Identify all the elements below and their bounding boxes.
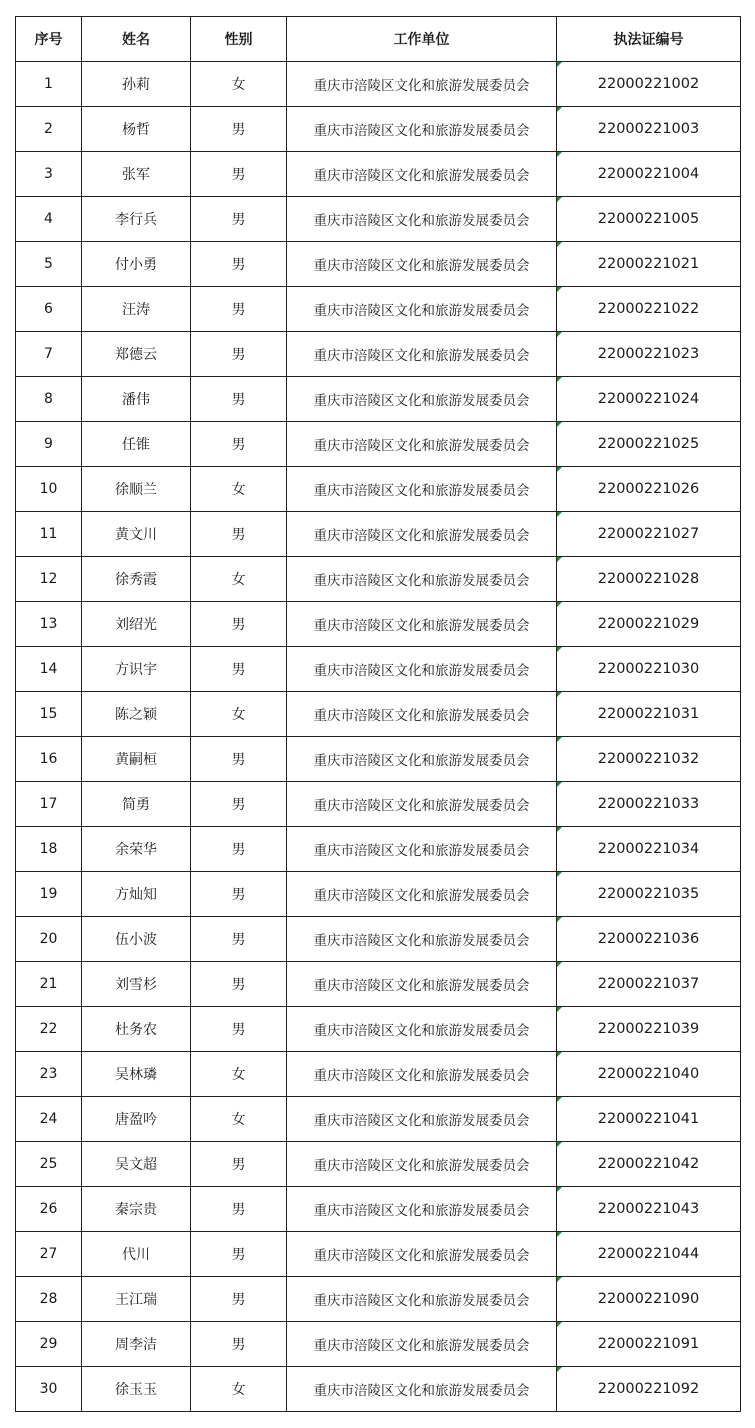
cell-name: 付小勇 — [82, 242, 191, 287]
cell-gender: 男 — [191, 512, 287, 557]
table-row — [16, 287, 741, 332]
cell-unit: 重庆市涪陵区文化和旅游发展委员会 — [287, 107, 557, 152]
cell-gender: 女 — [191, 1367, 287, 1412]
table-row — [16, 602, 741, 647]
cell-gender: 男 — [191, 782, 287, 827]
cell-gender: 女 — [191, 467, 287, 512]
cell-gender: 男 — [191, 602, 287, 647]
cell-gender: 女 — [191, 692, 287, 737]
cell-unit: 重庆市涪陵区文化和旅游发展委员会 — [287, 422, 557, 467]
cell-cert: 22000221091 — [557, 1322, 741, 1367]
cell-seq: 27 — [16, 1232, 82, 1277]
cell-seq: 7 — [16, 332, 82, 377]
enforcement-officer-table — [15, 16, 741, 1412]
cell-cert: 22000221036 — [557, 917, 741, 962]
table-row — [16, 557, 741, 602]
table-row — [16, 1052, 741, 1097]
cell-cert: 22000221092 — [557, 1367, 741, 1412]
cell-name: 伍小波 — [82, 917, 191, 962]
cell-name: 吴文超 — [82, 1142, 191, 1187]
cell-seq: 4 — [16, 197, 82, 242]
cell-gender: 男 — [191, 737, 287, 782]
cell-unit: 重庆市涪陵区文化和旅游发展委员会 — [287, 152, 557, 197]
table-row — [16, 917, 741, 962]
cell-name: 孙莉 — [82, 62, 191, 107]
cell-gender: 女 — [191, 62, 287, 107]
cell-unit: 重庆市涪陵区文化和旅游发展委员会 — [287, 872, 557, 917]
cell-cert: 22000221037 — [557, 962, 741, 1007]
cell-name: 秦宗贵 — [82, 1187, 191, 1232]
table-row — [16, 1007, 741, 1052]
cell-gender: 男 — [191, 827, 287, 872]
cell-seq: 1 — [16, 62, 82, 107]
cell-cert: 22000221031 — [557, 692, 741, 737]
cell-name: 张军 — [82, 152, 191, 197]
table-row — [16, 647, 741, 692]
cell-seq: 6 — [16, 287, 82, 332]
cell-name: 任锥 — [82, 422, 191, 467]
cell-name: 徐秀霞 — [82, 557, 191, 602]
cell-cert: 22000221035 — [557, 872, 741, 917]
table-row — [16, 152, 741, 197]
table-header — [16, 17, 741, 62]
cell-unit: 重庆市涪陵区文化和旅游发展委员会 — [287, 332, 557, 377]
cell-cert: 22000221042 — [557, 1142, 741, 1187]
table-row — [16, 1142, 741, 1187]
table-row — [16, 737, 741, 782]
cell-cert: 22000221002 — [557, 62, 741, 107]
table-row — [16, 1322, 741, 1367]
cell-unit: 重庆市涪陵区文化和旅游发展委员会 — [287, 512, 557, 557]
cell-gender: 男 — [191, 197, 287, 242]
header-cert: 执法证编号 — [557, 17, 741, 62]
table-row — [16, 197, 741, 242]
cell-name: 吴林璘 — [82, 1052, 191, 1097]
cell-unit: 重庆市涪陵区文化和旅游发展委员会 — [287, 1187, 557, 1232]
cell-cert: 22000221030 — [557, 647, 741, 692]
table-row — [16, 512, 741, 557]
cell-seq: 12 — [16, 557, 82, 602]
cell-name: 潘伟 — [82, 377, 191, 422]
cell-seq: 18 — [16, 827, 82, 872]
cell-gender: 男 — [191, 152, 287, 197]
cell-cert: 22000221028 — [557, 557, 741, 602]
cell-seq: 14 — [16, 647, 82, 692]
cell-unit: 重庆市涪陵区文化和旅游发展委员会 — [287, 647, 557, 692]
cell-seq: 5 — [16, 242, 82, 287]
cell-seq: 30 — [16, 1367, 82, 1412]
cell-gender: 女 — [191, 1052, 287, 1097]
header-row — [16, 17, 741, 62]
cell-unit: 重庆市涪陵区文化和旅游发展委员会 — [287, 242, 557, 287]
cell-cert: 22000221004 — [557, 152, 741, 197]
cell-seq: 20 — [16, 917, 82, 962]
cell-cert: 22000221005 — [557, 197, 741, 242]
header-unit: 工作单位 — [287, 17, 557, 62]
cell-gender: 男 — [191, 1277, 287, 1322]
cell-unit: 重庆市涪陵区文化和旅游发展委员会 — [287, 377, 557, 422]
table-row — [16, 1367, 741, 1412]
cell-seq: 21 — [16, 962, 82, 1007]
cell-seq: 22 — [16, 1007, 82, 1052]
cell-cert: 22000221026 — [557, 467, 741, 512]
cell-cert: 22000221022 — [557, 287, 741, 332]
cell-cert: 22000221044 — [557, 1232, 741, 1277]
cell-gender: 男 — [191, 1007, 287, 1052]
table-row — [16, 377, 741, 422]
cell-name: 黄文川 — [82, 512, 191, 557]
cell-name: 刘绍光 — [82, 602, 191, 647]
cell-cert: 22000221043 — [557, 1187, 741, 1232]
cell-seq: 19 — [16, 872, 82, 917]
cell-name: 方识宇 — [82, 647, 191, 692]
cell-unit: 重庆市涪陵区文化和旅游发展委员会 — [287, 1367, 557, 1412]
cell-name: 刘雪杉 — [82, 962, 191, 1007]
header-seq: 序号 — [16, 17, 82, 62]
cell-cert: 22000221040 — [557, 1052, 741, 1097]
table-body — [16, 62, 741, 1412]
cell-seq: 25 — [16, 1142, 82, 1187]
cell-name: 李行兵 — [82, 197, 191, 242]
cell-name: 陈之颖 — [82, 692, 191, 737]
cell-unit: 重庆市涪陵区文化和旅游发展委员会 — [287, 737, 557, 782]
cell-gender: 女 — [191, 557, 287, 602]
cell-seq: 23 — [16, 1052, 82, 1097]
cell-unit: 重庆市涪陵区文化和旅游发展委员会 — [287, 602, 557, 647]
cell-gender: 男 — [191, 872, 287, 917]
table-row — [16, 827, 741, 872]
cell-gender: 男 — [191, 422, 287, 467]
cell-seq: 10 — [16, 467, 82, 512]
cell-unit: 重庆市涪陵区文化和旅游发展委员会 — [287, 917, 557, 962]
table-row — [16, 467, 741, 512]
cell-seq: 3 — [16, 152, 82, 197]
table-row — [16, 782, 741, 827]
cell-seq: 17 — [16, 782, 82, 827]
cell-seq: 2 — [16, 107, 82, 152]
header-gender: 性别 — [191, 17, 287, 62]
cell-gender: 男 — [191, 287, 287, 332]
table-row — [16, 1232, 741, 1277]
cell-seq: 24 — [16, 1097, 82, 1142]
cell-unit: 重庆市涪陵区文化和旅游发展委员会 — [287, 557, 557, 602]
table-row — [16, 242, 741, 287]
cell-name: 王江瑞 — [82, 1277, 191, 1322]
cell-cert: 22000221029 — [557, 602, 741, 647]
cell-name: 方灿知 — [82, 872, 191, 917]
cell-name: 杨哲 — [82, 107, 191, 152]
cell-name: 简勇 — [82, 782, 191, 827]
cell-gender: 男 — [191, 917, 287, 962]
cell-gender: 男 — [191, 332, 287, 377]
table-row — [16, 62, 741, 107]
cell-cert: 22000221032 — [557, 737, 741, 782]
cell-seq: 13 — [16, 602, 82, 647]
table-row — [16, 962, 741, 1007]
cell-unit: 重庆市涪陵区文化和旅游发展委员会 — [287, 692, 557, 737]
cell-name: 余荣华 — [82, 827, 191, 872]
cell-cert: 22000221021 — [557, 242, 741, 287]
cell-cert: 22000221090 — [557, 1277, 741, 1322]
cell-unit: 重庆市涪陵区文化和旅游发展委员会 — [287, 1142, 557, 1187]
table-row — [16, 107, 741, 152]
cell-seq: 9 — [16, 422, 82, 467]
cell-seq: 26 — [16, 1187, 82, 1232]
cell-gender: 男 — [191, 1142, 287, 1187]
cell-seq: 11 — [16, 512, 82, 557]
cell-gender: 男 — [191, 1232, 287, 1277]
cell-unit: 重庆市涪陵区文化和旅游发展委员会 — [287, 1277, 557, 1322]
table-row — [16, 332, 741, 377]
cell-seq: 8 — [16, 377, 82, 422]
cell-unit: 重庆市涪陵区文化和旅游发展委员会 — [287, 467, 557, 512]
cell-unit: 重庆市涪陵区文化和旅游发展委员会 — [287, 1097, 557, 1142]
cell-gender: 男 — [191, 1322, 287, 1367]
cell-cert: 22000221003 — [557, 107, 741, 152]
cell-cert: 22000221039 — [557, 1007, 741, 1052]
cell-gender: 男 — [191, 242, 287, 287]
cell-cert: 22000221025 — [557, 422, 741, 467]
cell-seq: 28 — [16, 1277, 82, 1322]
cell-unit: 重庆市涪陵区文化和旅游发展委员会 — [287, 287, 557, 332]
cell-unit: 重庆市涪陵区文化和旅游发展委员会 — [287, 62, 557, 107]
cell-cert: 22000221041 — [557, 1097, 741, 1142]
cell-unit: 重庆市涪陵区文化和旅游发展委员会 — [287, 827, 557, 872]
header-name: 姓名 — [82, 17, 191, 62]
cell-unit: 重庆市涪陵区文化和旅游发展委员会 — [287, 1052, 557, 1097]
cell-name: 徐玉玉 — [82, 1367, 191, 1412]
cell-name: 唐盈吟 — [82, 1097, 191, 1142]
cell-unit: 重庆市涪陵区文化和旅游发展委员会 — [287, 1322, 557, 1367]
cell-cert: 22000221024 — [557, 377, 741, 422]
cell-name: 周李洁 — [82, 1322, 191, 1367]
cell-unit: 重庆市涪陵区文化和旅游发展委员会 — [287, 962, 557, 1007]
table-row — [16, 692, 741, 737]
cell-unit: 重庆市涪陵区文化和旅游发展委员会 — [287, 782, 557, 827]
cell-gender: 男 — [191, 107, 287, 152]
cell-cert: 22000221027 — [557, 512, 741, 557]
cell-name: 黄嗣桓 — [82, 737, 191, 782]
table-row — [16, 872, 741, 917]
cell-gender: 男 — [191, 377, 287, 422]
cell-gender: 男 — [191, 1187, 287, 1232]
cell-unit: 重庆市涪陵区文化和旅游发展委员会 — [287, 1007, 557, 1052]
table-row — [16, 422, 741, 467]
cell-gender: 女 — [191, 1097, 287, 1142]
cell-seq: 29 — [16, 1322, 82, 1367]
cell-name: 徐顺兰 — [82, 467, 191, 512]
cell-name: 郑德云 — [82, 332, 191, 377]
table-row — [16, 1187, 741, 1232]
cell-name: 杜务农 — [82, 1007, 191, 1052]
cell-unit: 重庆市涪陵区文化和旅游发展委员会 — [287, 1232, 557, 1277]
cell-gender: 男 — [191, 962, 287, 1007]
cell-cert: 22000221033 — [557, 782, 741, 827]
table-row — [16, 1277, 741, 1322]
cell-gender: 男 — [191, 647, 287, 692]
table-row — [16, 1097, 741, 1142]
cell-seq: 15 — [16, 692, 82, 737]
cell-cert: 22000221034 — [557, 827, 741, 872]
cell-name: 代川 — [82, 1232, 191, 1277]
cell-unit: 重庆市涪陵区文化和旅游发展委员会 — [287, 197, 557, 242]
cell-name: 汪涛 — [82, 287, 191, 332]
cell-seq: 16 — [16, 737, 82, 782]
cell-cert: 22000221023 — [557, 332, 741, 377]
